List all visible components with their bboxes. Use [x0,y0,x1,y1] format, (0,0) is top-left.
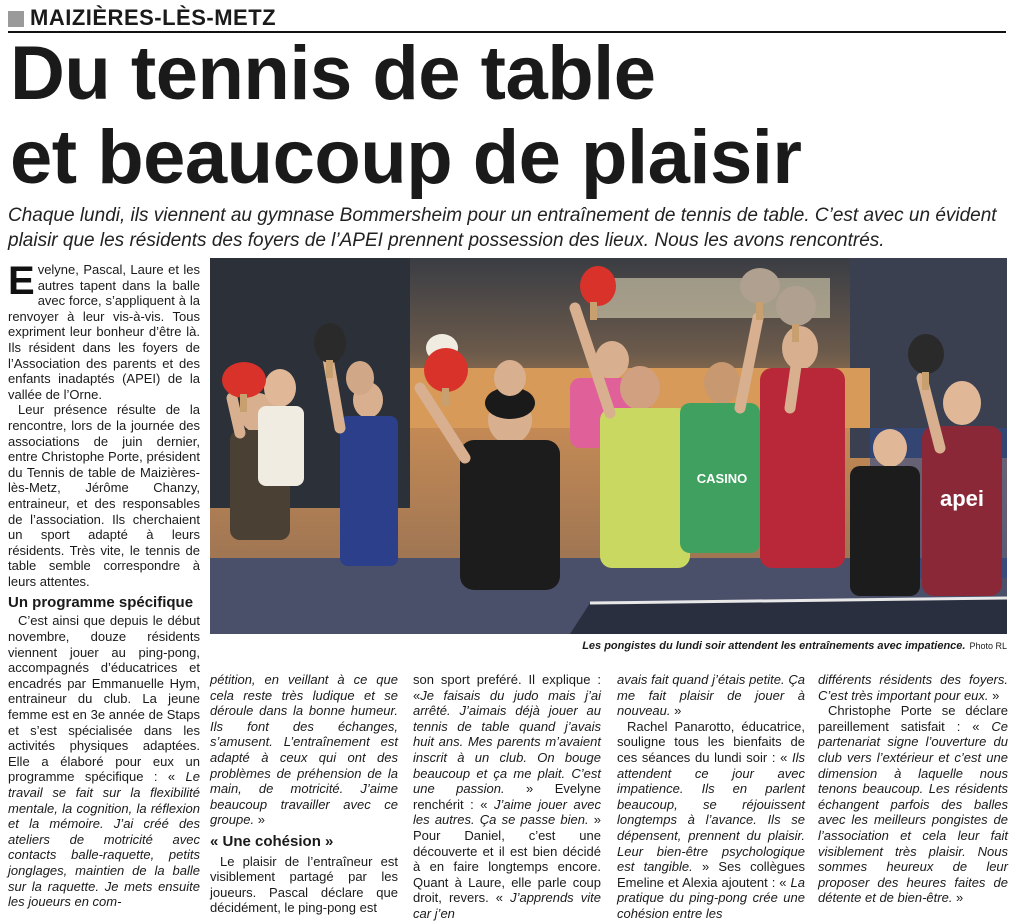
section-rubric [8,5,1006,33]
article-photo [210,258,1007,634]
paragraph: Le plaisir de l’entraîneur est visiblement partagé par les joueurs. Pascal déclare que décidément, le ping-pong est [210,853,398,916]
lead-paragraph: Chaque lundi, ils viennent au gymnase Bommersheim pour un entraînement de tennis de table. C’est avec un évident plaisir que les résidents des foyers de l’APEI prennent possession des lieux. Nous les avons rencontrés. [8,205,997,251]
paragraph: avais fait quand j’étais petite. Ça me fait plaisir de jouer à nouveau. » [617,672,805,719]
headline [10,32,1010,200]
article-column-3 [413,672,601,922]
shirt-text: CASINO [696,471,748,486]
jersey-text: apei [939,486,985,511]
paragraph: Rachel Panarotto, éducatrice, souligne tous les bienfaits de ces séances du lundi soir : « Ils attendent ce jour avec impatience. Ils en parlent beaucoup, se réjouissent longtemps à l’avance. Ils se dépensent, prennent du plaisir. Leur bien-être psychologique est tangible. » Ses collègues Emeline et Alexia ajoutent : « La pratique du ping-pong crée une cohésion entre les [617,718,805,921]
headline-line-1: Du tennis de table [10,31,656,116]
paragraph: Evelyne, Pascal, Laure et les autres tapent dans la balle avec force, s’appliquent à la renvoyer à leur vis-à-vis. Tous expriment leur bonheur d’être là. Ils résident dans les foyers de l’Association des parents et des enfants inadaptés (APEI) de la vallée de l’Orne. [8,259,200,402]
paragraph: son sport preféré. Il explique : «Je faisais du judo mais j’ai arrêté. J’aimais déjà jouer au tennis de table quand j’avais huit ans. Mes parents m’avaient inscrit à un club. On bouge beaucoup et ça me plait. C’est une passion. » Evelyne renchérit : « J’aime jouer avec les autres. Ça se passe bien. » Pour Daniel, c’est une découverte et il est bien décidé à en faire longtemps encore. Quant à Laure, elle parle coup droit, revers. « J’apprends vite car j’en [413,672,602,921]
article-column-1 [8,259,200,910]
paragraph: Christophe Porte se déclare pareillement satisfait : « Ce partenariat signe l’ouverture du club vers l’extérieur et c’est une dimension à laquelle nous tenons beaucoup. Les résidents échangent parfois des balles avec les meilleurs pongistes de l’association et cela leur fait visiblement très plaisir. Nous sommes heureux de leur proposer des heures faites de détente et de bien-être. » [818,703,1008,906]
paragraph: différents résidents des foyers. C’est très important pour eux. » [818,672,1008,703]
article-column-4 [617,672,805,922]
paragraph: Leur présence résulte de la rencontre, lors de la journée des associations de juin dernier, entre Christophe Porte, président du Tennis de table de Maizières-lès-Metz, Jérôme Chanzy, entraineur, et des responsables de l’association. Ils cherchaient un sport adapté à leurs résidents. Très vite, le tennis de table semble correspondre à leurs attentes. [8,402,200,589]
caption-text: Les pongistes du lundi soir attendent les entraînements avec impatience. [582,640,966,652]
photo-caption [210,640,1007,652]
intertitle: « Une cohésion » [210,832,334,850]
paragraph: C’est ainsi que depuis le début novembre, douze résidents viennent jouer au ping-pong, accompagnés d’éducatrices et encadrés par Emmanuelle Hym, entraineur du club. La jeune femme est en 3e année de Staps et s’est spécialisée dans les activités physiques adaptées. Elle a élaboré pour eux un programme spécifique : « Le travail se fait sur la flexibilité mentale, la cognition, la réflexion et la mémoire. J’ai créé des ateliers de motricité avec contacts balle-raquette, petits jonglages, maintien de la balle sur la raquette. Je mets ensuite les joueurs en com- [8,613,200,910]
paragraph: pétition, en veillant à ce que cela reste très ludique et se déroule dans la bonne humeur. Ils font des échanges, s’amusent. L’entraînement est adapté à ceux qui ont des problèmes de préhension de la main, de motricité. J’aime beaucoup travailler avec ce groupe. » [210,672,398,828]
subheading: Un programme spécifique [8,594,194,612]
article-column-2 [210,672,398,916]
photo-credit: Photo RL [969,641,1007,651]
headline-line-2: et beaucoup de plaisir [10,115,802,200]
rubric-label: MAIZIÈRES-LÈS-METZ [30,5,277,30]
ping-pong-group-photo [210,258,1007,634]
article-column-5 [818,672,1008,906]
drop-cap: E [8,259,35,303]
rubric-square [8,11,24,27]
